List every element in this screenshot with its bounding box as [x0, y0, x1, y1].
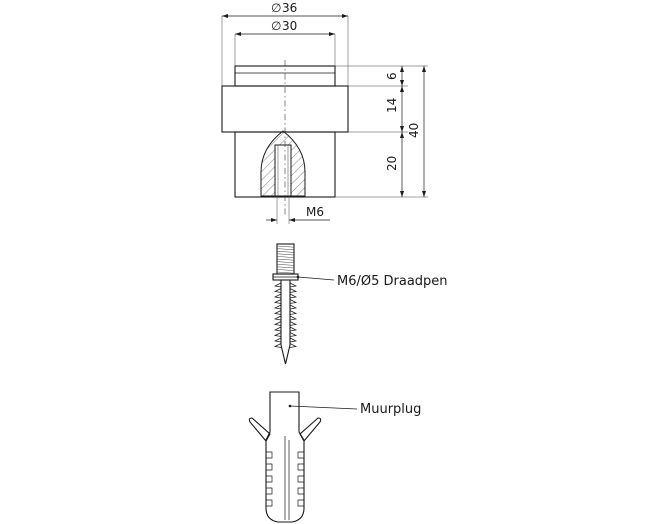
thread-tooth [275, 311, 281, 315]
thread-tooth [290, 305, 296, 309]
thread-tooth [290, 338, 296, 342]
thread-tooth [290, 300, 296, 304]
dimension-inner-diameter [235, 19, 335, 66]
thread-tooth [275, 327, 281, 331]
plug-ridge [266, 452, 272, 458]
inner-diameter-label: 30 [282, 19, 298, 33]
thread-line [277, 262, 294, 263]
thread-tooth [275, 300, 281, 304]
thread-line [277, 269, 294, 270]
thread-tooth [275, 344, 281, 348]
plug-ridge [266, 464, 272, 470]
thread-tooth [290, 316, 296, 320]
screw-tip [281, 345, 290, 364]
thread-line [277, 254, 294, 255]
thread-line [277, 267, 294, 268]
plug-ridge [298, 500, 304, 506]
thread-tooth [275, 305, 281, 309]
thread-label: M6 [306, 205, 324, 219]
plug-ridge [298, 464, 304, 470]
plug-ridge [266, 488, 272, 494]
bottom-height-label: 20 [385, 155, 399, 171]
thread-tooth [275, 338, 281, 342]
top-height-label: 6 [385, 72, 399, 80]
mid-height-label: 14 [385, 97, 399, 113]
screw-label: M6/Ø5 Draadpen [337, 274, 448, 289]
threaded-screw [273, 244, 448, 364]
thread-tooth [275, 283, 281, 287]
thread-tooth [275, 333, 281, 337]
thread-tooth [290, 327, 296, 331]
wall-plug [249, 392, 421, 522]
thread-tooth [290, 333, 296, 337]
thread-line [277, 272, 294, 273]
thread-tooth [275, 294, 281, 298]
thread-tooth [290, 294, 296, 298]
plug-ridge [298, 488, 304, 494]
outer-diameter-label: 36 [282, 1, 298, 15]
thread-line [277, 259, 294, 260]
plug-ridge [298, 452, 304, 458]
thread-tooth [275, 316, 281, 320]
thread-tooth [290, 289, 296, 293]
dimension-thread [266, 196, 330, 224]
plug-ridge [266, 476, 272, 482]
thread-line [277, 246, 294, 247]
thread-tooth [275, 289, 281, 293]
threaded-hole [275, 145, 291, 196]
dimension-heights [335, 66, 428, 197]
thread-tooth [290, 322, 296, 326]
thread-line [277, 256, 294, 257]
total-height-label: 40 [407, 122, 421, 138]
plug-label: Muurplug [360, 402, 422, 417]
thread-tooth [290, 311, 296, 315]
plug-ridge [298, 476, 304, 482]
thread-line [277, 264, 294, 265]
plug-ridge [266, 500, 272, 506]
thread-tooth [290, 283, 296, 287]
door-stopper-body [222, 60, 348, 215]
thread-line [277, 249, 294, 250]
diameter-symbol: ∅ [271, 19, 282, 33]
thread-tooth [275, 322, 281, 326]
thread-tooth [290, 344, 296, 348]
thread-line [277, 251, 294, 252]
diameter-symbol: ∅ [271, 1, 282, 15]
